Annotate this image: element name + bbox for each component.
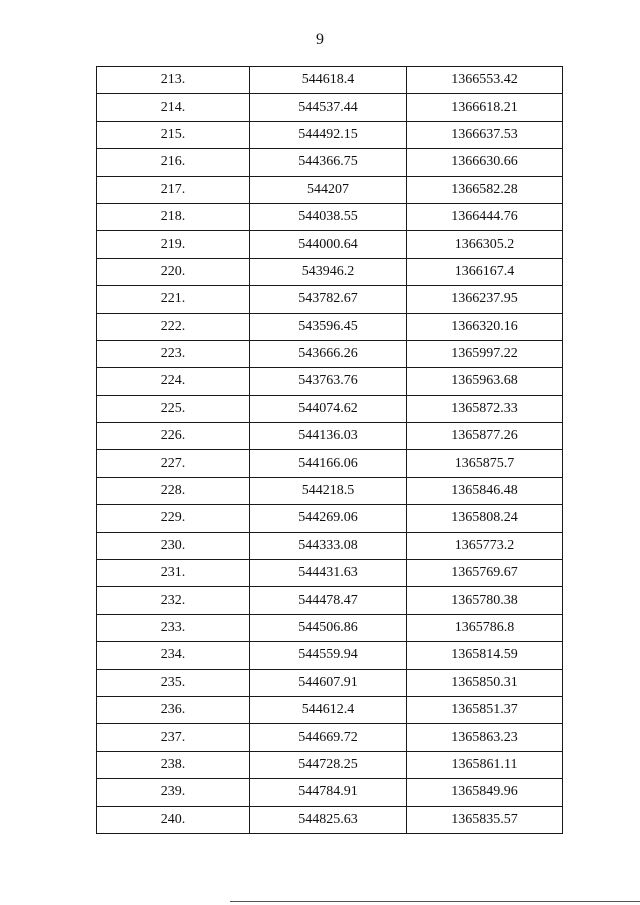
x-coordinate-cell: 544618.4: [250, 67, 407, 94]
point-number-cell: 234.: [97, 642, 250, 669]
y-coordinate-cell: 1366630.66: [407, 149, 563, 176]
y-coordinate-cell: 1365814.59: [407, 642, 563, 669]
x-coordinate-cell: 544612.4: [250, 696, 407, 723]
point-number-cell: 230.: [97, 532, 250, 559]
table-row: [97, 121, 563, 148]
point-number-cell: 225.: [97, 395, 250, 422]
bottom-rule: [230, 901, 640, 902]
y-coordinate-cell: 1366618.21: [407, 94, 563, 121]
y-coordinate-cell: 1365786.8: [407, 614, 563, 641]
point-number-cell: 239.: [97, 779, 250, 806]
point-number-cell: 220.: [97, 258, 250, 285]
x-coordinate-cell: 544492.15: [250, 121, 407, 148]
x-coordinate-cell: 544000.64: [250, 231, 407, 258]
table-row: [97, 395, 563, 422]
x-coordinate-cell: 544784.91: [250, 779, 407, 806]
y-coordinate-cell: 1365773.2: [407, 532, 563, 559]
y-coordinate-cell: 1365850.31: [407, 669, 563, 696]
y-coordinate-cell: 1365997.22: [407, 340, 563, 367]
table-row: [97, 313, 563, 340]
y-coordinate-cell: 1366553.42: [407, 67, 563, 94]
y-coordinate-cell: 1365872.33: [407, 395, 563, 422]
y-coordinate-cell: 1365849.96: [407, 779, 563, 806]
y-coordinate-cell: 1366582.28: [407, 176, 563, 203]
point-number-cell: 236.: [97, 696, 250, 723]
x-coordinate-cell: 544166.06: [250, 450, 407, 477]
point-number-cell: 223.: [97, 340, 250, 367]
y-coordinate-cell: 1365846.48: [407, 477, 563, 504]
table-row: [97, 505, 563, 532]
table-row: [97, 67, 563, 94]
point-number-cell: 224.: [97, 368, 250, 395]
y-coordinate-cell: 1366320.16: [407, 313, 563, 340]
point-number-cell: 221.: [97, 286, 250, 313]
point-number-cell: 216.: [97, 149, 250, 176]
point-number-cell: 238.: [97, 751, 250, 778]
table-row: [97, 368, 563, 395]
x-coordinate-cell: 543782.67: [250, 286, 407, 313]
table-row: [97, 642, 563, 669]
table-row: [97, 587, 563, 614]
x-coordinate-cell: 543763.76: [250, 368, 407, 395]
x-coordinate-cell: 544269.06: [250, 505, 407, 532]
x-coordinate-cell: 544218.5: [250, 477, 407, 504]
y-coordinate-cell: 1365780.38: [407, 587, 563, 614]
x-coordinate-cell: 544136.03: [250, 423, 407, 450]
table-row: [97, 149, 563, 176]
table-row: [97, 560, 563, 587]
y-coordinate-cell: 1365808.24: [407, 505, 563, 532]
point-number-cell: 228.: [97, 477, 250, 504]
x-coordinate-cell: 544207: [250, 176, 407, 203]
table-row: [97, 696, 563, 723]
point-number-cell: 213.: [97, 67, 250, 94]
y-coordinate-cell: 1365963.68: [407, 368, 563, 395]
x-coordinate-cell: 544478.47: [250, 587, 407, 614]
x-coordinate-cell: 544728.25: [250, 751, 407, 778]
point-number-cell: 217.: [97, 176, 250, 203]
x-coordinate-cell: 543946.2: [250, 258, 407, 285]
y-coordinate-cell: 1366637.53: [407, 121, 563, 148]
point-number-cell: 227.: [97, 450, 250, 477]
point-number-cell: 237.: [97, 724, 250, 751]
x-coordinate-cell: 544607.91: [250, 669, 407, 696]
x-coordinate-cell: 544559.94: [250, 642, 407, 669]
coordinates-table-body: [97, 67, 563, 834]
table-row: [97, 614, 563, 641]
y-coordinate-cell: 1365851.37: [407, 696, 563, 723]
x-coordinate-cell: 543596.45: [250, 313, 407, 340]
y-coordinate-cell: 1365877.26: [407, 423, 563, 450]
point-number-cell: 218.: [97, 203, 250, 230]
table-row: [97, 724, 563, 751]
y-coordinate-cell: 1365835.57: [407, 806, 563, 833]
table-row: [97, 176, 563, 203]
y-coordinate-cell: 1366167.4: [407, 258, 563, 285]
table-row: [97, 258, 563, 285]
table-row: [97, 779, 563, 806]
y-coordinate-cell: 1366444.76: [407, 203, 563, 230]
table-row: [97, 669, 563, 696]
table-row: [97, 423, 563, 450]
y-coordinate-cell: 1366237.95: [407, 286, 563, 313]
point-number-cell: 235.: [97, 669, 250, 696]
table-row: [97, 94, 563, 121]
page-number: 9: [316, 31, 324, 48]
table-row: [97, 231, 563, 258]
table-row: [97, 751, 563, 778]
x-coordinate-cell: 543666.26: [250, 340, 407, 367]
point-number-cell: 240.: [97, 806, 250, 833]
point-number-cell: 233.: [97, 614, 250, 641]
table-row: [97, 450, 563, 477]
x-coordinate-cell: 544825.63: [250, 806, 407, 833]
x-coordinate-cell: 544506.86: [250, 614, 407, 641]
x-coordinate-cell: 544669.72: [250, 724, 407, 751]
x-coordinate-cell: 544333.08: [250, 532, 407, 559]
y-coordinate-cell: 1365769.67: [407, 560, 563, 587]
x-coordinate-cell: 544366.75: [250, 149, 407, 176]
y-coordinate-cell: 1366305.2: [407, 231, 563, 258]
x-coordinate-cell: 544537.44: [250, 94, 407, 121]
coordinates-table: [96, 66, 563, 834]
point-number-cell: 214.: [97, 94, 250, 121]
y-coordinate-cell: 1365875.7: [407, 450, 563, 477]
y-coordinate-cell: 1365863.23: [407, 724, 563, 751]
x-coordinate-cell: 544074.62: [250, 395, 407, 422]
table-row: [97, 477, 563, 504]
table-row: [97, 806, 563, 833]
point-number-cell: 219.: [97, 231, 250, 258]
table-row: [97, 340, 563, 367]
point-number-cell: 231.: [97, 560, 250, 587]
point-number-cell: 222.: [97, 313, 250, 340]
point-number-cell: 215.: [97, 121, 250, 148]
x-coordinate-cell: 544431.63: [250, 560, 407, 587]
point-number-cell: 226.: [97, 423, 250, 450]
table-row: [97, 286, 563, 313]
point-number-cell: 232.: [97, 587, 250, 614]
table-row: [97, 203, 563, 230]
x-coordinate-cell: 544038.55: [250, 203, 407, 230]
table-row: [97, 532, 563, 559]
y-coordinate-cell: 1365861.11: [407, 751, 563, 778]
point-number-cell: 229.: [97, 505, 250, 532]
